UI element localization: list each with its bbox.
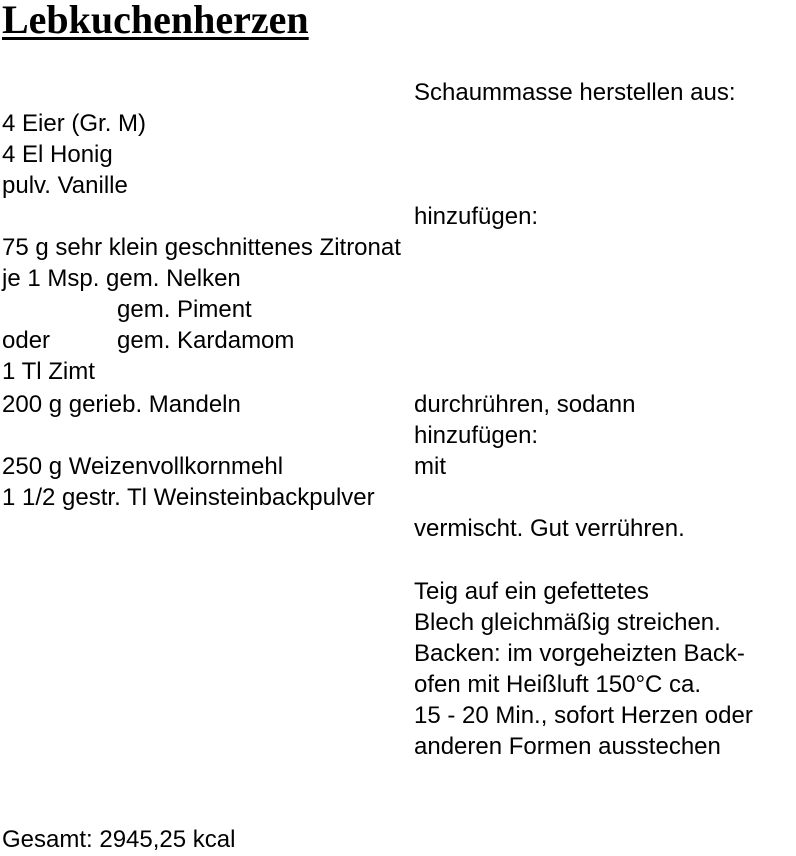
ingredient-cloves: je 1 Msp. gem. Nelken [2, 265, 241, 292]
ingredient-cinnamon: 1 Tl Zimt [2, 358, 95, 385]
step-mix: vermischt. Gut verrühren. [414, 515, 685, 542]
step-with: mit [414, 453, 446, 480]
total-calories: Gesamt: 2945,25 kcal [2, 826, 236, 853]
instruction-line-4: ofen mit Heißluft 150°C ca. [414, 671, 702, 698]
instruction-line-3: Backen: im vorgeheizten Back- [414, 640, 745, 667]
ingredient-vanilla: pulv. Vanille [2, 172, 128, 199]
ingredient-almonds: 200 g gerieb. Mandeln [2, 391, 241, 418]
instruction-line-2: Blech gleichmäßig streichen. [414, 609, 721, 636]
ingredient-baking-powder: 1 1/2 gestr. Tl Weinsteinbackpulver [2, 484, 375, 511]
ingredient-or: oder [2, 327, 51, 354]
ingredient-eggs: 4 Eier (Gr. M) [2, 110, 147, 137]
ingredient-honey: 4 El Honig [2, 141, 113, 168]
ingredient-allspice: gem. Piment [117, 296, 252, 323]
step-add-2: hinzufügen: [414, 422, 539, 449]
step-stir: durchrühren, sodann [414, 391, 636, 418]
ingredient-citron: 75 g sehr klein geschnittenes Zitronat [2, 234, 401, 261]
instruction-line-5: 15 - 20 Min., sofort Herzen oder [414, 702, 753, 729]
ingredient-cardamom: gem. Kardamom [117, 327, 295, 354]
recipe-title: Lebkuchenherzen [2, 0, 309, 42]
instruction-line-1: Teig auf ein gefettetes [414, 578, 649, 605]
step-add-1: hinzufügen: [414, 203, 539, 230]
ingredient-flour: 250 g Weizenvollkornmehl [2, 453, 284, 480]
step-foam-intro: Schaummasse herstellen aus: [414, 79, 736, 106]
instruction-line-6: anderen Formen ausstechen [414, 733, 721, 760]
